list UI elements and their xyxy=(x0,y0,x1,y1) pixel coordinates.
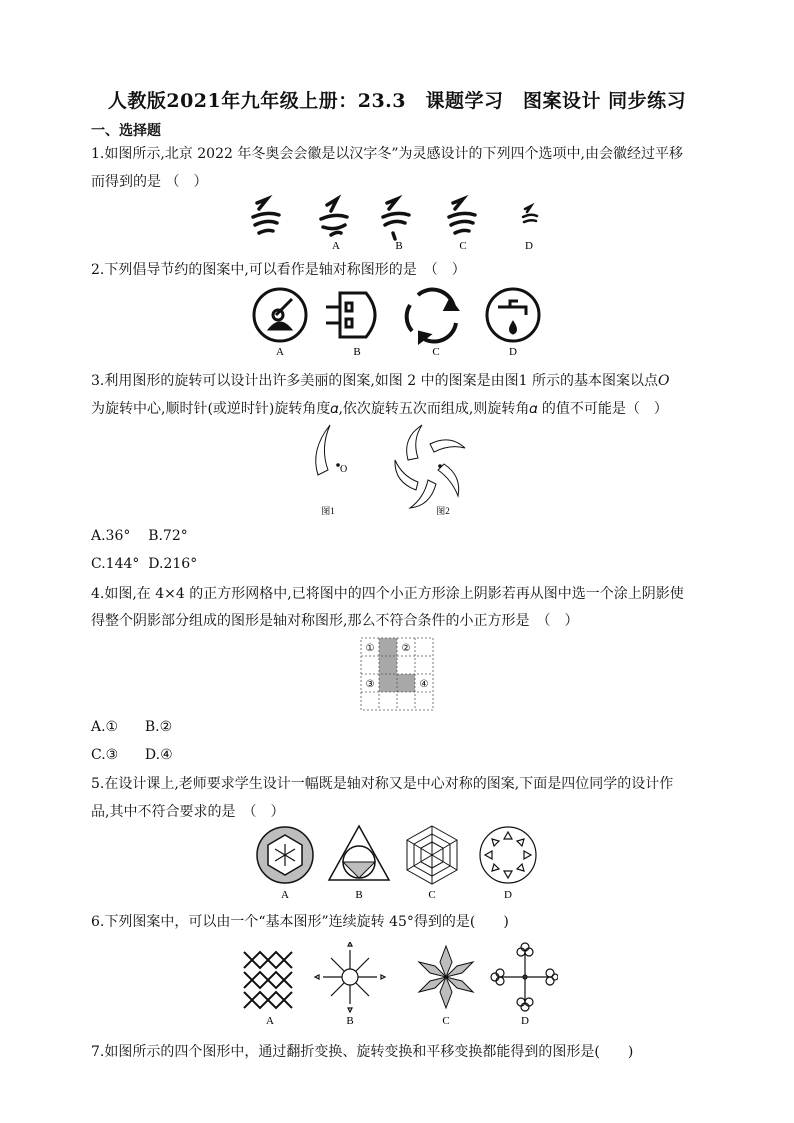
q2-label-d: D xyxy=(509,346,517,358)
emblem-original xyxy=(253,199,279,233)
q3-option-d: D.216° xyxy=(148,556,198,572)
q5-label-a: A xyxy=(281,889,289,901)
q5-design-figure xyxy=(252,822,547,902)
q6-pattern-a xyxy=(244,952,292,1008)
q1-text-line2: 而得到的是 （ ） xyxy=(91,174,208,190)
q1-text-line1: 1.如图所示,北京 2022 年冬奥会会徽是以汉字冬”为灵感设计的下列四个选项中,由会徽经过平移 xyxy=(91,146,683,162)
emblem-option-d xyxy=(523,206,537,222)
q5-design-a xyxy=(257,827,313,883)
q3-text-line2: 为旋转中心,顺时针(或逆时针)旋转角度𝛼,依次旋转五次而组成,则旋转角𝛼 的值不可能是（ ） xyxy=(91,401,668,417)
q3-option-b: B.72° xyxy=(148,528,188,544)
q6-label-a: A xyxy=(266,1015,274,1027)
q2-icon-d xyxy=(487,289,539,341)
q3-options-row2 xyxy=(91,556,197,572)
q6-pattern-figure xyxy=(238,942,558,1027)
q5-design-c xyxy=(407,826,457,884)
q6-label-c: C xyxy=(442,1015,450,1027)
q2-icon-b xyxy=(326,293,375,337)
q5-design-d xyxy=(480,827,536,883)
q6-text-line1: 6.下列图案中，可以由一个“基本图形”连续旋转 45°得到的是( ) xyxy=(91,914,509,930)
emblem-option-c xyxy=(449,199,475,233)
q1-label-c: C xyxy=(459,240,467,252)
q5-text-line2: 品,其中不符合要求的是 （ ） xyxy=(91,804,285,820)
q3-basic-shape xyxy=(316,425,330,475)
q2-text-line1: 2.下列倡导节约的图案中,可以看作是轴对称图形的是 （ ） xyxy=(91,262,466,278)
q2-label-b: B xyxy=(353,346,361,358)
q7-text-line1: 7.如图所示的四个图形中，通过翻折变换、旋转变换和平移变换都能得到的图形是( ) xyxy=(91,1044,634,1060)
q5-label-b: B xyxy=(355,889,363,901)
q4-cell-1: ① xyxy=(365,643,375,654)
emblem-option-a xyxy=(321,199,347,235)
q6-pattern-b xyxy=(315,942,385,1012)
q5-text-line1: 5.在设计课上,老师要求学生设计一幅既是轴对称又是中心对称的图案,下面是四位同学的设计作 xyxy=(91,776,674,792)
q3-options-row1 xyxy=(91,528,188,544)
q6-pattern-d xyxy=(491,943,558,1011)
q2-saving-icons-figure xyxy=(248,285,548,360)
q6-label-d: D xyxy=(521,1015,529,1027)
q4-text-line1: 4.如图,在 4×4 的正方形网格中,已将图中的四个小正方形涂上阴影若再从图中选一个涂上阴影使 xyxy=(91,586,684,602)
q1-label-a: A xyxy=(332,240,340,252)
q4-cell-3: ③ xyxy=(365,679,375,690)
q3-option-c: C.144° xyxy=(91,556,140,572)
q6-label-b: B xyxy=(346,1015,354,1027)
q1-emblem-figure xyxy=(245,193,555,253)
q4-option-c: C.③ xyxy=(91,747,119,763)
q4-grid-figure xyxy=(360,636,436,712)
q4-option-b: B.② xyxy=(144,719,173,735)
q4-options-row1 xyxy=(91,719,172,735)
q2-icon-a xyxy=(254,289,306,341)
q3-pinwheel xyxy=(395,425,465,508)
q4-cell-4: ④ xyxy=(419,679,429,690)
q4-options-row2 xyxy=(91,747,173,763)
q4-option-a: A.① xyxy=(91,719,119,735)
q6-pattern-c xyxy=(419,946,473,1008)
q4-text-line2: 得整个阴影部分组成的图形是轴对称图形,那么不符合条件的小正方形是 （ ） xyxy=(91,613,579,629)
q2-label-a: A xyxy=(276,346,284,358)
q3-pinwheel-center xyxy=(438,464,442,468)
q3-fig2-caption: 图2 xyxy=(436,506,450,516)
q1-label-b: B xyxy=(395,240,403,252)
page-title: 人教版2021年九年级上册：23.3 课题学习 图案设计 同步练习 xyxy=(107,90,687,112)
q2-icon-c xyxy=(407,290,456,342)
q2-label-c: C xyxy=(432,346,440,358)
q4-option-d: D.④ xyxy=(144,747,173,763)
q3-rotation-figure xyxy=(300,420,480,520)
q3-text-line1: 3.利用图形的旋转可以设计出许多美丽的图案,如图 2 中的图案是由图1 所示的基本图案以点𝑂 xyxy=(91,373,670,389)
q1-label-d: D xyxy=(525,240,533,252)
section-heading: 一、选择题 xyxy=(91,123,161,139)
q3-fig1-caption: 图1 xyxy=(321,506,335,516)
q5-label-c: C xyxy=(428,889,436,901)
q4-cell-2: ② xyxy=(401,643,411,654)
q3-point-label: O xyxy=(340,464,348,475)
q5-design-b xyxy=(329,826,389,880)
q5-label-d: D xyxy=(504,889,512,901)
q3-option-a: A.36° xyxy=(91,528,131,544)
emblem-option-b xyxy=(383,199,409,239)
